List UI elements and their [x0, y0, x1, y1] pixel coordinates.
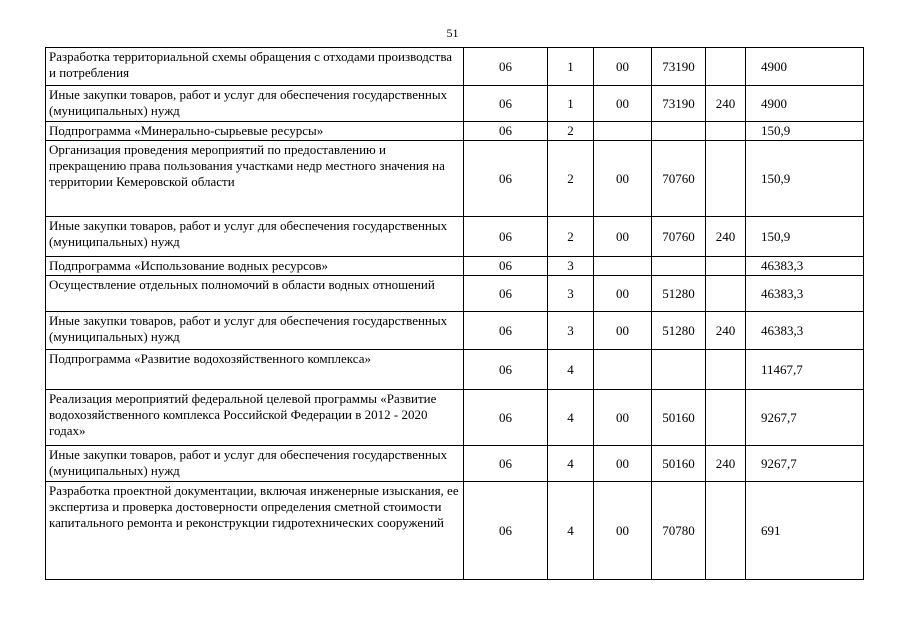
- cell-cs1: 00: [594, 86, 652, 122]
- cell-name: Подпрограмма «Минерально-сырьевые ресурсы»: [46, 122, 464, 141]
- cell-cs2: [652, 122, 706, 141]
- cell-cs2: [652, 257, 706, 276]
- cell-rz: 06: [464, 141, 548, 217]
- cell-pr: 4: [548, 390, 594, 446]
- cell-cs1: [594, 350, 652, 390]
- cell-amount: 150,9: [746, 217, 864, 257]
- cell-pr: 2: [548, 141, 594, 217]
- budget-table: [45, 47, 864, 580]
- cell-rz: 06: [464, 217, 548, 257]
- cell-name: Иные закупки товаров, работ и услуг для обеспечения государственных (муниципальных) нужд: [46, 446, 464, 482]
- cell-cs2: 51280: [652, 276, 706, 312]
- cell-vr: [706, 350, 746, 390]
- cell-rz: 06: [464, 48, 548, 86]
- cell-cs2: 70760: [652, 217, 706, 257]
- table-row: [46, 482, 864, 580]
- cell-vr: 240: [706, 446, 746, 482]
- cell-cs2: 70760: [652, 141, 706, 217]
- cell-amount: 9267,7: [746, 390, 864, 446]
- cell-name: Организация проведения мероприятий по предоставлению и прекращению права пользования участками недр местного значения на территории Кемеровской области: [46, 141, 464, 217]
- table-row: [46, 122, 864, 141]
- cell-pr: 4: [548, 446, 594, 482]
- table-row: [46, 48, 864, 86]
- cell-cs1: 00: [594, 48, 652, 86]
- cell-cs2: 70780: [652, 482, 706, 580]
- cell-rz: 06: [464, 276, 548, 312]
- table-row: [46, 86, 864, 122]
- cell-vr: [706, 276, 746, 312]
- cell-amount: 4900: [746, 86, 864, 122]
- cell-cs1: 00: [594, 312, 652, 350]
- cell-cs1: 00: [594, 390, 652, 446]
- cell-pr: 4: [548, 350, 594, 390]
- cell-name: Реализация мероприятий федеральной целевой программы «Развитие водохозяйственного комплекса Российской Федерации в 2012 - 2020 годах»: [46, 390, 464, 446]
- cell-amount: 9267,7: [746, 446, 864, 482]
- cell-amount: 150,9: [746, 141, 864, 217]
- page-number: 51: [446, 26, 459, 40]
- cell-rz: 06: [464, 446, 548, 482]
- cell-vr: [706, 122, 746, 141]
- cell-amount: 150,9: [746, 122, 864, 141]
- cell-cs1: 00: [594, 446, 652, 482]
- cell-cs2: 73190: [652, 48, 706, 86]
- cell-amount: 46383,3: [746, 257, 864, 276]
- table-row: [46, 257, 864, 276]
- cell-amount: 4900: [746, 48, 864, 86]
- cell-pr: 2: [548, 122, 594, 141]
- cell-rz: 06: [464, 257, 548, 276]
- table-row: [46, 141, 864, 217]
- cell-cs2: 50160: [652, 446, 706, 482]
- cell-pr: 1: [548, 48, 594, 86]
- cell-cs1: [594, 257, 652, 276]
- cell-cs2: 73190: [652, 86, 706, 122]
- cell-name: Осуществление отдельных полномочий в области водных отношений: [46, 276, 464, 312]
- cell-pr: 1: [548, 86, 594, 122]
- cell-amount: 11467,7: [746, 350, 864, 390]
- table-row: [46, 390, 864, 446]
- cell-rz: 06: [464, 122, 548, 141]
- table-row: [46, 217, 864, 257]
- cell-rz: 06: [464, 350, 548, 390]
- cell-name: Подпрограмма «Использование водных ресурсов»: [46, 257, 464, 276]
- cell-pr: 3: [548, 312, 594, 350]
- table-row: [46, 276, 864, 312]
- cell-rz: 06: [464, 482, 548, 580]
- cell-amount: 691: [746, 482, 864, 580]
- cell-cs2: 51280: [652, 312, 706, 350]
- cell-rz: 06: [464, 86, 548, 122]
- cell-rz: 06: [464, 312, 548, 350]
- cell-vr: [706, 257, 746, 276]
- cell-name: Иные закупки товаров, работ и услуг для обеспечения государственных (муниципальных) нужд: [46, 312, 464, 350]
- cell-name: Разработка территориальной схемы обращения с отходами производства и потребления: [46, 48, 464, 86]
- cell-cs1: [594, 122, 652, 141]
- table-row: [46, 350, 864, 390]
- table-row: [46, 312, 864, 350]
- cell-rz: 06: [464, 390, 548, 446]
- cell-cs2: [652, 350, 706, 390]
- cell-cs1: 00: [594, 141, 652, 217]
- cell-amount: 46383,3: [746, 276, 864, 312]
- cell-vr: [706, 48, 746, 86]
- cell-cs1: 00: [594, 276, 652, 312]
- cell-pr: 3: [548, 276, 594, 312]
- cell-cs2: 50160: [652, 390, 706, 446]
- cell-amount: 46383,3: [746, 312, 864, 350]
- cell-cs1: 00: [594, 482, 652, 580]
- cell-vr: 240: [706, 217, 746, 257]
- cell-vr: 240: [706, 86, 746, 122]
- cell-vr: [706, 390, 746, 446]
- cell-pr: 3: [548, 257, 594, 276]
- cell-vr: 240: [706, 312, 746, 350]
- cell-name: Подпрограмма «Развитие водохозяйственного комплекса»: [46, 350, 464, 390]
- cell-pr: 2: [548, 217, 594, 257]
- cell-vr: [706, 141, 746, 217]
- cell-name: Иные закупки товаров, работ и услуг для обеспечения государственных (муниципальных) нужд: [46, 86, 464, 122]
- cell-cs1: 00: [594, 217, 652, 257]
- table-row: [46, 446, 864, 482]
- cell-vr: [706, 482, 746, 580]
- cell-name: Иные закупки товаров, работ и услуг для обеспечения государственных (муниципальных) нужд: [46, 217, 464, 257]
- cell-name: Разработка проектной документации, включая инженерные изыскания, ее экспертиза и проверка достоверности определения сметной стоимости капитального ремонта и реконструкции гидротехнических сооружений: [46, 482, 464, 580]
- cell-pr: 4: [548, 482, 594, 580]
